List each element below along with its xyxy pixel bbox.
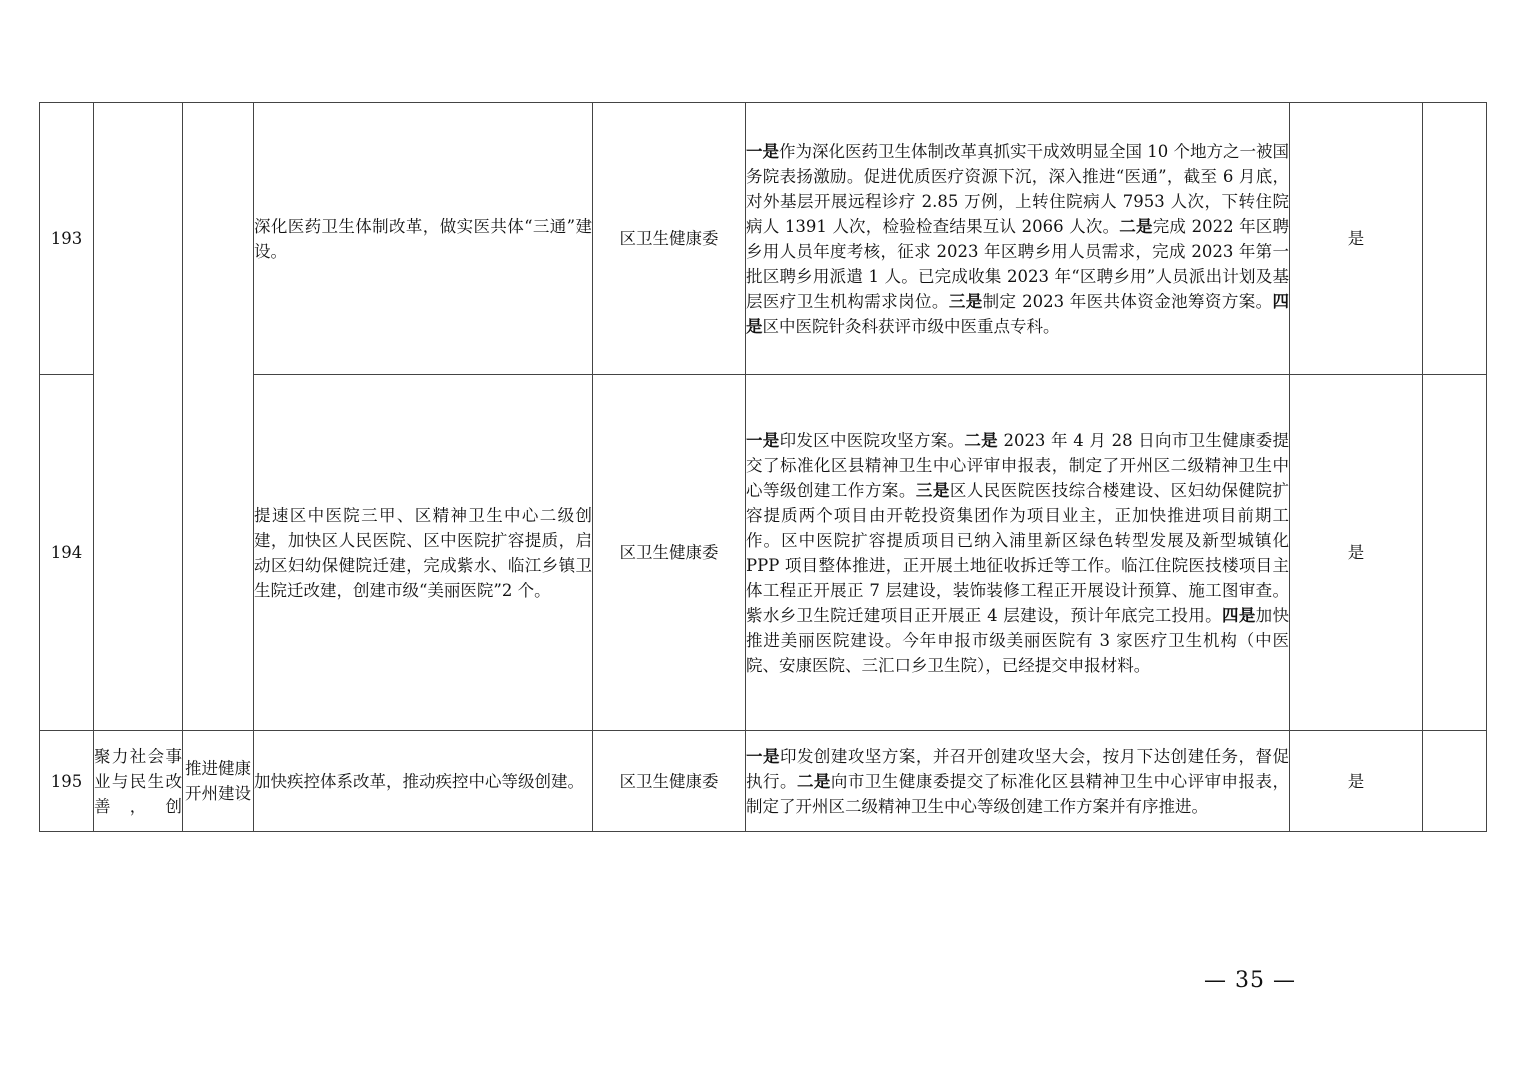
progress-text: 制定 2023 年医共体资金池筹资方案。	[982, 291, 1273, 311]
table-row	[40, 375, 1487, 731]
progress-lead: 四是	[746, 291, 1290, 336]
remarks-cell	[1423, 103, 1487, 375]
task-cell: 深化医药卫生体制改革，做实医共体“三通”建设。	[254, 103, 593, 375]
progress-lead: 一是	[746, 430, 780, 450]
row-number: 195	[40, 731, 94, 832]
progress-cell	[746, 731, 1290, 832]
progress-text: 区中医院针灸科获评市级中医重点专科。	[762, 316, 1060, 336]
progress-text: 2023 年 4 月 28 日向市卫生健康委提交了标准化区县精神卫生中心评审申报表，制定了开州区二级精神卫生中心等级创建工作方案。	[746, 430, 1290, 500]
department-cell: 区卫生健康委	[593, 375, 746, 731]
progress-lead: 二是	[796, 771, 831, 791]
progress-text: 向市卫生健康委提交了标准化区县精神卫生中心评审申报表，制定了开州区二级精神卫生中心等级创建工作方案并有序推进。	[746, 771, 1290, 816]
progress-cell	[746, 103, 1290, 375]
progress-lead: 二是	[964, 430, 998, 450]
table-row	[40, 103, 1487, 375]
progress-lead: 四是	[1222, 605, 1256, 625]
progress-text: 印发区中医院攻坚方案。	[779, 430, 965, 450]
subcategory-text: 推进健康开州建设	[185, 759, 251, 803]
table-row	[40, 731, 1487, 832]
progress-lead: 三是	[915, 480, 950, 500]
task-cell: 提速区中医院三甲、区精神卫生中心二级创建，加快区人民医院、区中医院扩容提质，启动区妇幼保健院迁建，完成紫水、临江乡镇卫生院迁改建，创建市级“美丽医院”2 个。	[254, 375, 593, 731]
document-table	[39, 102, 1487, 832]
row-number: 193	[40, 103, 94, 375]
progress-text: 印发创建攻坚方案，并召开创建攻坚大会，按月下达创建任务，督促执行。	[746, 746, 1290, 791]
progress-text: 区人民医院医技综合楼建设、区妇幼保健院扩容提质两个项目由开乾投资集团作为项目业主，正加快推进项目前期工作。区中医院扩容提质项目已纳入浦里新区绿色转型发展及新型城镇化 PPP 项目整体推进，正开展土地征收拆迁等工作。临江住院医技楼项目主体工程正开展正 7 层建设，装饰装修工程正开展设计预算、施工图审查。紫水乡卫生院迁建项目正开展正 4 层建设，预计年底完工投用。	[746, 480, 1290, 625]
progress-text: 加快推进美丽医院建设。今年申报市级美丽医院有 3 家医疗卫生机构（中医院、安康医院、三汇口乡卫生院），已经提交申报材料。	[746, 605, 1289, 675]
department-cell: 区卫生健康委	[593, 731, 746, 832]
row-number: 194	[40, 375, 94, 731]
category-text: 聚力社会事业与民生改善，创	[94, 746, 182, 816]
category-cell-empty	[94, 103, 183, 731]
progress-text: 完成 2022 年区聘乡用人员年度考核，征求 2023 年区聘乡用人员需求，完成 2023 年第一批区聘乡用派遣 1 人。已完成收集 2023 年“区聘乡用”人员派出计划及基层医疗卫生机构需求岗位。	[746, 216, 1289, 311]
progress-cell	[746, 375, 1290, 731]
progress-lead: 一是	[746, 746, 780, 766]
progress-text: 作为深化医药卫生体制改革真抓实干成效明显全国 10 个地方之一被国务院表扬激励。促进优质医疗资源下沉，深入推进“医通”，截至 6 月底，对外基层开展远程诊疗 2.85 万例，上转住院病人 7953 人次，下转住院病人 1391 人次，检验检查结果互认 2066 人次。	[746, 141, 1289, 236]
progress-lead: 二是	[1119, 216, 1153, 236]
completed-cell: 是	[1290, 731, 1423, 832]
remarks-cell	[1423, 731, 1487, 832]
completed-cell: 是	[1290, 375, 1423, 731]
page-number: — 35 —	[1204, 968, 1296, 993]
category-cell	[94, 731, 183, 832]
progress-lead: 三是	[948, 291, 983, 311]
completed-cell: 是	[1290, 103, 1423, 375]
subcategory-cell-empty	[183, 103, 254, 731]
remarks-cell	[1423, 375, 1487, 731]
task-cell: 加快疾控体系改革，推动疾控中心等级创建。	[254, 731, 593, 832]
department-cell: 区卫生健康委	[593, 103, 746, 375]
subcategory-cell	[183, 731, 254, 832]
progress-lead: 一是	[746, 141, 779, 161]
